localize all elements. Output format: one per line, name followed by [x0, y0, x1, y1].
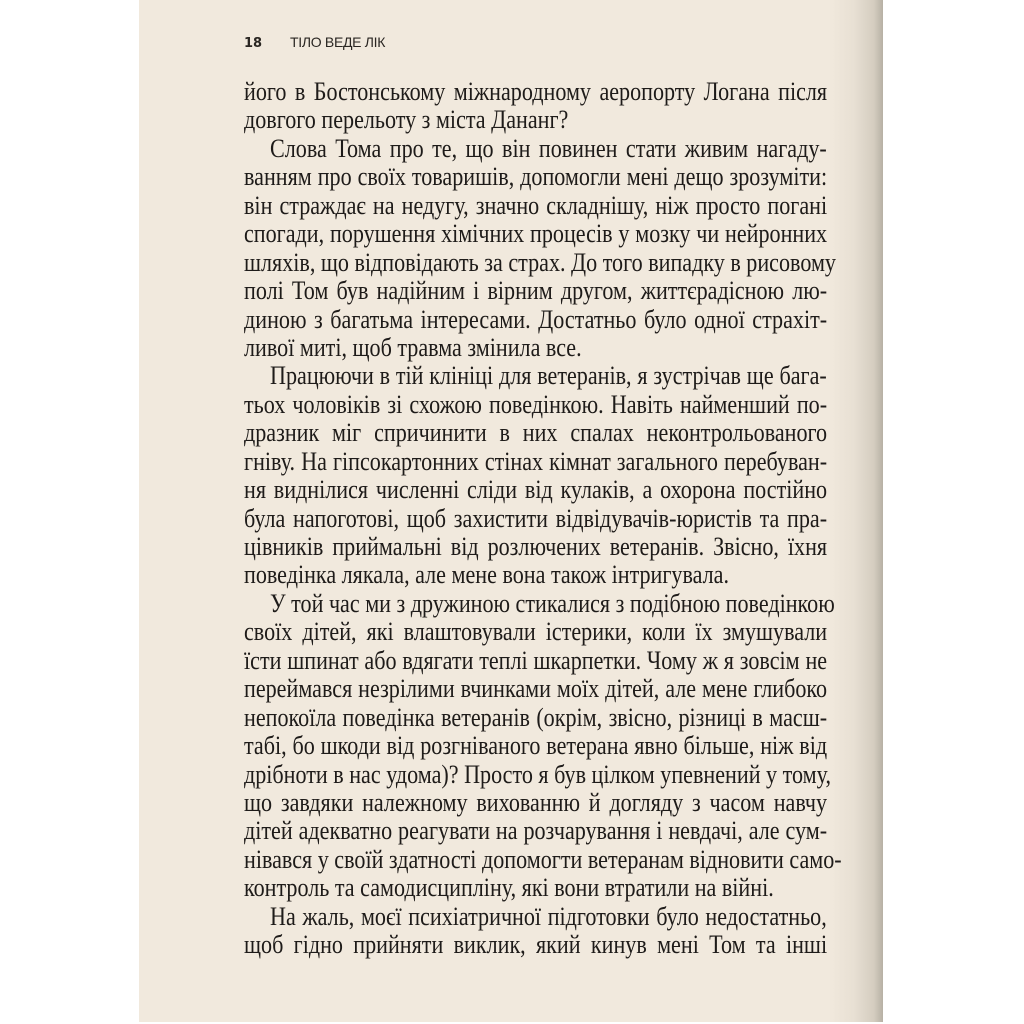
text-line-content: тьох чоловіків зі схожою поведінкою. Навіть найменший по-: [244, 389, 828, 419]
text-line-content: ня виднілися численні сліди від кулаків, а охорона постійно: [244, 475, 828, 505]
book-page: [139, 0, 883, 1022]
text-line-content: цівників приймальні від розлючених ветеранів. Звісно, їхня: [244, 532, 828, 561]
text-line-content: На жаль, моєї психіатричної підготовки було недостатньо,: [270, 901, 827, 931]
text-line-content: він страждає на недугу, значно складнішу, ніж просто погані: [244, 190, 828, 220]
text-line-content: його в Бостонському міжнародному аеропорту Логана після: [244, 77, 828, 106]
text-line-content: ванням про своїх товаришів, допомогли мені дещо зрозуміти:: [244, 162, 828, 192]
text-line: [244, 135, 827, 163]
text-line: [244, 844, 842, 874]
text-line-content: спогади, порушення хімічних процесів у мозку чи нейронних: [244, 219, 828, 249]
text-line: [244, 362, 827, 390]
text-line-content: була напоготові, щоб захистити відвідувачів-юристів та пра-: [244, 503, 828, 533]
text-line: [244, 759, 831, 789]
text-line: [244, 505, 827, 533]
text-line-content: непокоїла поведінка ветеранів (окрім, звісно, різниці в масш-: [244, 702, 828, 732]
page-number: 18: [244, 36, 263, 51]
text-line-content: своїх дітей, які влаштовували істерики, коли їх змушували: [244, 617, 828, 647]
text-line-content: дітей адекватно реагувати на розчарування і невдачі, але сум-: [244, 816, 828, 846]
text-line-content: табі, бо шкоди від розгніваного ветерана явно більше, ніж від: [244, 731, 828, 761]
text-line-content: щоб гідно прийняти виклик, який кинув мені Том та інші: [244, 930, 828, 960]
text-line: [244, 903, 827, 931]
text-line: [244, 106, 827, 134]
book-title: ТІЛО ВЕДЕ ЛІК: [290, 34, 386, 50]
body-text: [244, 77, 842, 960]
text-line-content: що завдяки належному вихованню й догляду з часом навчу: [244, 787, 828, 817]
text-line-content: Слова Тома про те, що він повинен стати живим нагаду-: [270, 133, 827, 163]
text-line-content: довгого перельоту з міста Дананг?: [244, 105, 569, 135]
text-line: [244, 419, 827, 447]
text-line: [244, 618, 827, 646]
text-line: [244, 163, 827, 191]
text-line-content: Працюючи в тій клініці для ветеранів, я зустрічав ще бага-: [270, 361, 827, 391]
text-line: [244, 561, 827, 589]
text-line-content: ливої миті, щоб травма змінила все.: [244, 332, 582, 362]
text-line: [244, 789, 827, 817]
text-line: [244, 675, 827, 703]
text-line: [244, 732, 827, 760]
text-line: [244, 334, 827, 362]
text-line: [244, 588, 835, 618]
text-line-content: У той час ми з дружиною стикалися з подібною поведінкою: [270, 588, 835, 618]
text-line-content: дрібноти в нас удома)? Просто я був цілком упевнений у тому,: [244, 759, 831, 789]
text-line: [244, 391, 827, 419]
text-line-content: гніву. На гіпсокартонних стінах кімнат загального перебуван-: [244, 446, 828, 476]
text-line-content: контроль та самодисципліну, які вони втратили на війні.: [244, 873, 774, 903]
text-line-content: нівався у своїй здатності допомогти ветеранам відновити само-: [244, 844, 842, 874]
text-line: [244, 277, 827, 305]
text-line-content: шляхів, що відповідають за страх. До того випадку в рисовому: [244, 247, 836, 277]
text-line-content: поведінка лякала, але мене вона також інтригувала.: [244, 560, 729, 590]
text-line: [244, 192, 827, 220]
text-line-content: переймався незрілими вчинками моїх дітей, але мене глибоко: [244, 674, 828, 704]
running-head: [244, 33, 385, 51]
text-line: [244, 533, 827, 561]
text-line-content: їсти шпинат або вдягати теплі шкарпетки. Чому ж я зовсім не: [244, 645, 828, 675]
text-line: [244, 220, 827, 248]
text-line: [244, 931, 827, 959]
text-line: [244, 874, 827, 902]
text-line: [244, 476, 827, 504]
text-line: [244, 817, 827, 845]
text-line: [244, 78, 827, 106]
text-line: [244, 647, 827, 675]
text-line: [244, 704, 827, 732]
text-line-content: полі Том був надійним і вірним другом, життєрадісною лю-: [244, 276, 828, 306]
text-line-content: диною з багатьма інтересами. Достатньо було одної страхіт-: [244, 304, 828, 334]
text-line: [244, 448, 827, 476]
text-line-content: дразник міг спричинити в них спалах неконтрольованого: [244, 418, 828, 448]
text-line: [244, 247, 836, 277]
text-line: [244, 306, 827, 334]
